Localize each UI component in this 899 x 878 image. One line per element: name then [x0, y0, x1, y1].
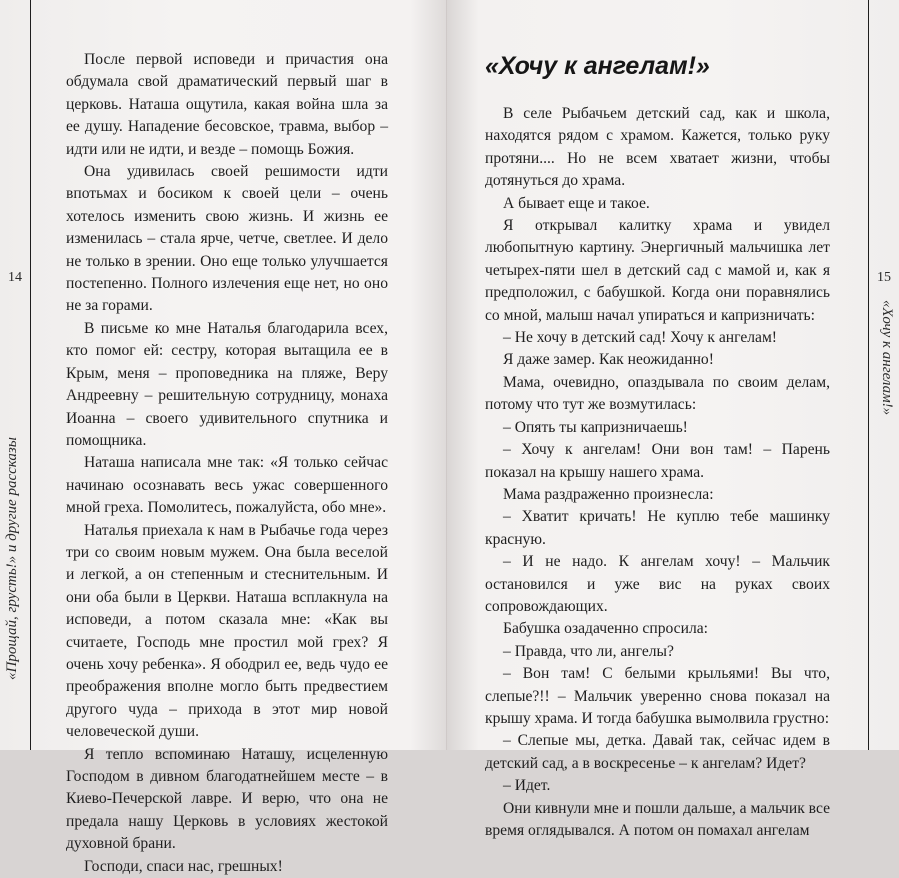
paragraph: Господи, спаси нас, грешных!: [84, 857, 283, 875]
paragraph: Наталья приехала к нам в Рыбачье года через три со своим новым мужем. Она была веселой и легкой, а он степенным и стеснительным. И они оба были в Церкви. Наташа всплакнула на исповеди, а потом сказала мне: «Как вы считаете, Господь мне простил мой грех? Я очень хочу ребенка». Я ободрил ее, ведь чудо ее преображения вполне могло быть предвестием другого чуда – прихода в этот мир новой человеческой души.: [66, 521, 388, 741]
paragraph: – Хватит кричать! Не куплю тебе машинку красную.: [485, 508, 830, 548]
paragraph: – Слепые мы, детка. Давай так, сейчас идем в детский сад, а в воскресенье – к ангелам? Идет?: [485, 732, 830, 772]
paragraph: – Опять ты капризничаешь!: [503, 418, 688, 436]
paragraph: – Правда, что ли, ангелы?: [503, 642, 674, 660]
paragraph: Я даже замер. Как неожиданно!: [503, 351, 714, 369]
paragraph: – Хочу к ангелам! Они вон там! – Парень показал на крышу нашего храма.: [485, 441, 830, 481]
right-running-head: «Хочу к ангелам!»: [879, 300, 895, 416]
left-page-number: 14: [8, 270, 22, 285]
paragraph: Бабушка озадаченно спросила:: [503, 620, 708, 638]
paragraph: – Не хочу в детский сад! Хочу к ангелам!: [503, 329, 778, 347]
paragraph: Мама раздраженно произнесла:: [503, 485, 714, 503]
paragraph: Я открывал калитку храма и увидел любопытную картину. Энергичный мальчишка лет четырех-пяти шел в детский сад с мамой и, как я предположил, с бабушкой. Когда они поравнялись со мной, малыш начал упираться и капризничать:: [485, 217, 830, 324]
paragraph: В селе Рыбачьем детский сад, как и школа, находятся рядом с храмом. Кажется, только руку протяни.... Но не всем хватает жизни, чтобы дотянуться до храма.: [485, 105, 830, 190]
paragraph: Она удивилась своей решимости идти впотьмах и босиком к своей цели – очень хотелось изменить свою жизнь. И жизнь ее изменилась – стала ярче, четче, светлее. И дело не только в зрении. Оно еще только улучшается постепенно. Полного излечения еще нет, но оно не за горами.: [66, 163, 388, 315]
paragraph: Я тепло вспоминаю Наташу, исцеленную Господом в дивном благодатнейшем месте – в Киево-Печерской лавре. И верю, что она не предала нашу Церковь в условиях жестокой духовной брани.: [66, 745, 388, 853]
paragraph: А бывает еще и такое.: [503, 194, 650, 212]
left-body-text: [66, 49, 388, 878]
paragraph: Мама, очевидно, опаздывала по своим делам, потому что тут же возмутилась:: [485, 373, 830, 414]
paragraph: – И не надо. К ангелам хочу! – Мальчик остановился и уже вис на руках своих сопровождающих.: [485, 553, 830, 615]
left-running-head: «Прощай, грусть!» и другие рассказы: [4, 437, 20, 680]
left-page: [0, 0, 447, 875]
paragraph: – Идет.: [503, 777, 551, 795]
paragraph: – Вон там! С белыми крыльями! Вы что, слепые?!! – Мальчик уверенно снова показал на крышу храма. И тогда бабушка вымолвила грустно:: [485, 665, 830, 727]
paragraph: В письме ко мне Наталья благодарила всех, кто помог ей: сестру, которая вытащила ее в Крым, меня – проповедника на пляже, Веру Андреевну – решительную сотрудницу, монаха Иоанна – своего удивительного спутника и помощника.: [66, 319, 388, 449]
paragraph: После первой исповеди и причастия она обдумала свой драматический первый шаг в церковь. Наташа ощутила, какая война шла за ее душу. Нападение бесовское, травма, выбор – идти или не идти, и везде – помощь Божия.: [66, 51, 388, 158]
right-page-number: 15: [877, 270, 891, 285]
paragraph: Они кивнули мне и пошли дальше, а мальчик все время оглядывался. А потом он помахал ангелам: [485, 799, 830, 839]
chapter-title: «Хочу к ангелам!»: [485, 52, 710, 80]
right-body-text: [485, 103, 830, 842]
paragraph: Наташа написала мне так: «Я только сейчас начинаю осознавать весь ужас совершенного мной греха. Помолитесь, пожалуйста, обо мне».: [66, 454, 388, 517]
